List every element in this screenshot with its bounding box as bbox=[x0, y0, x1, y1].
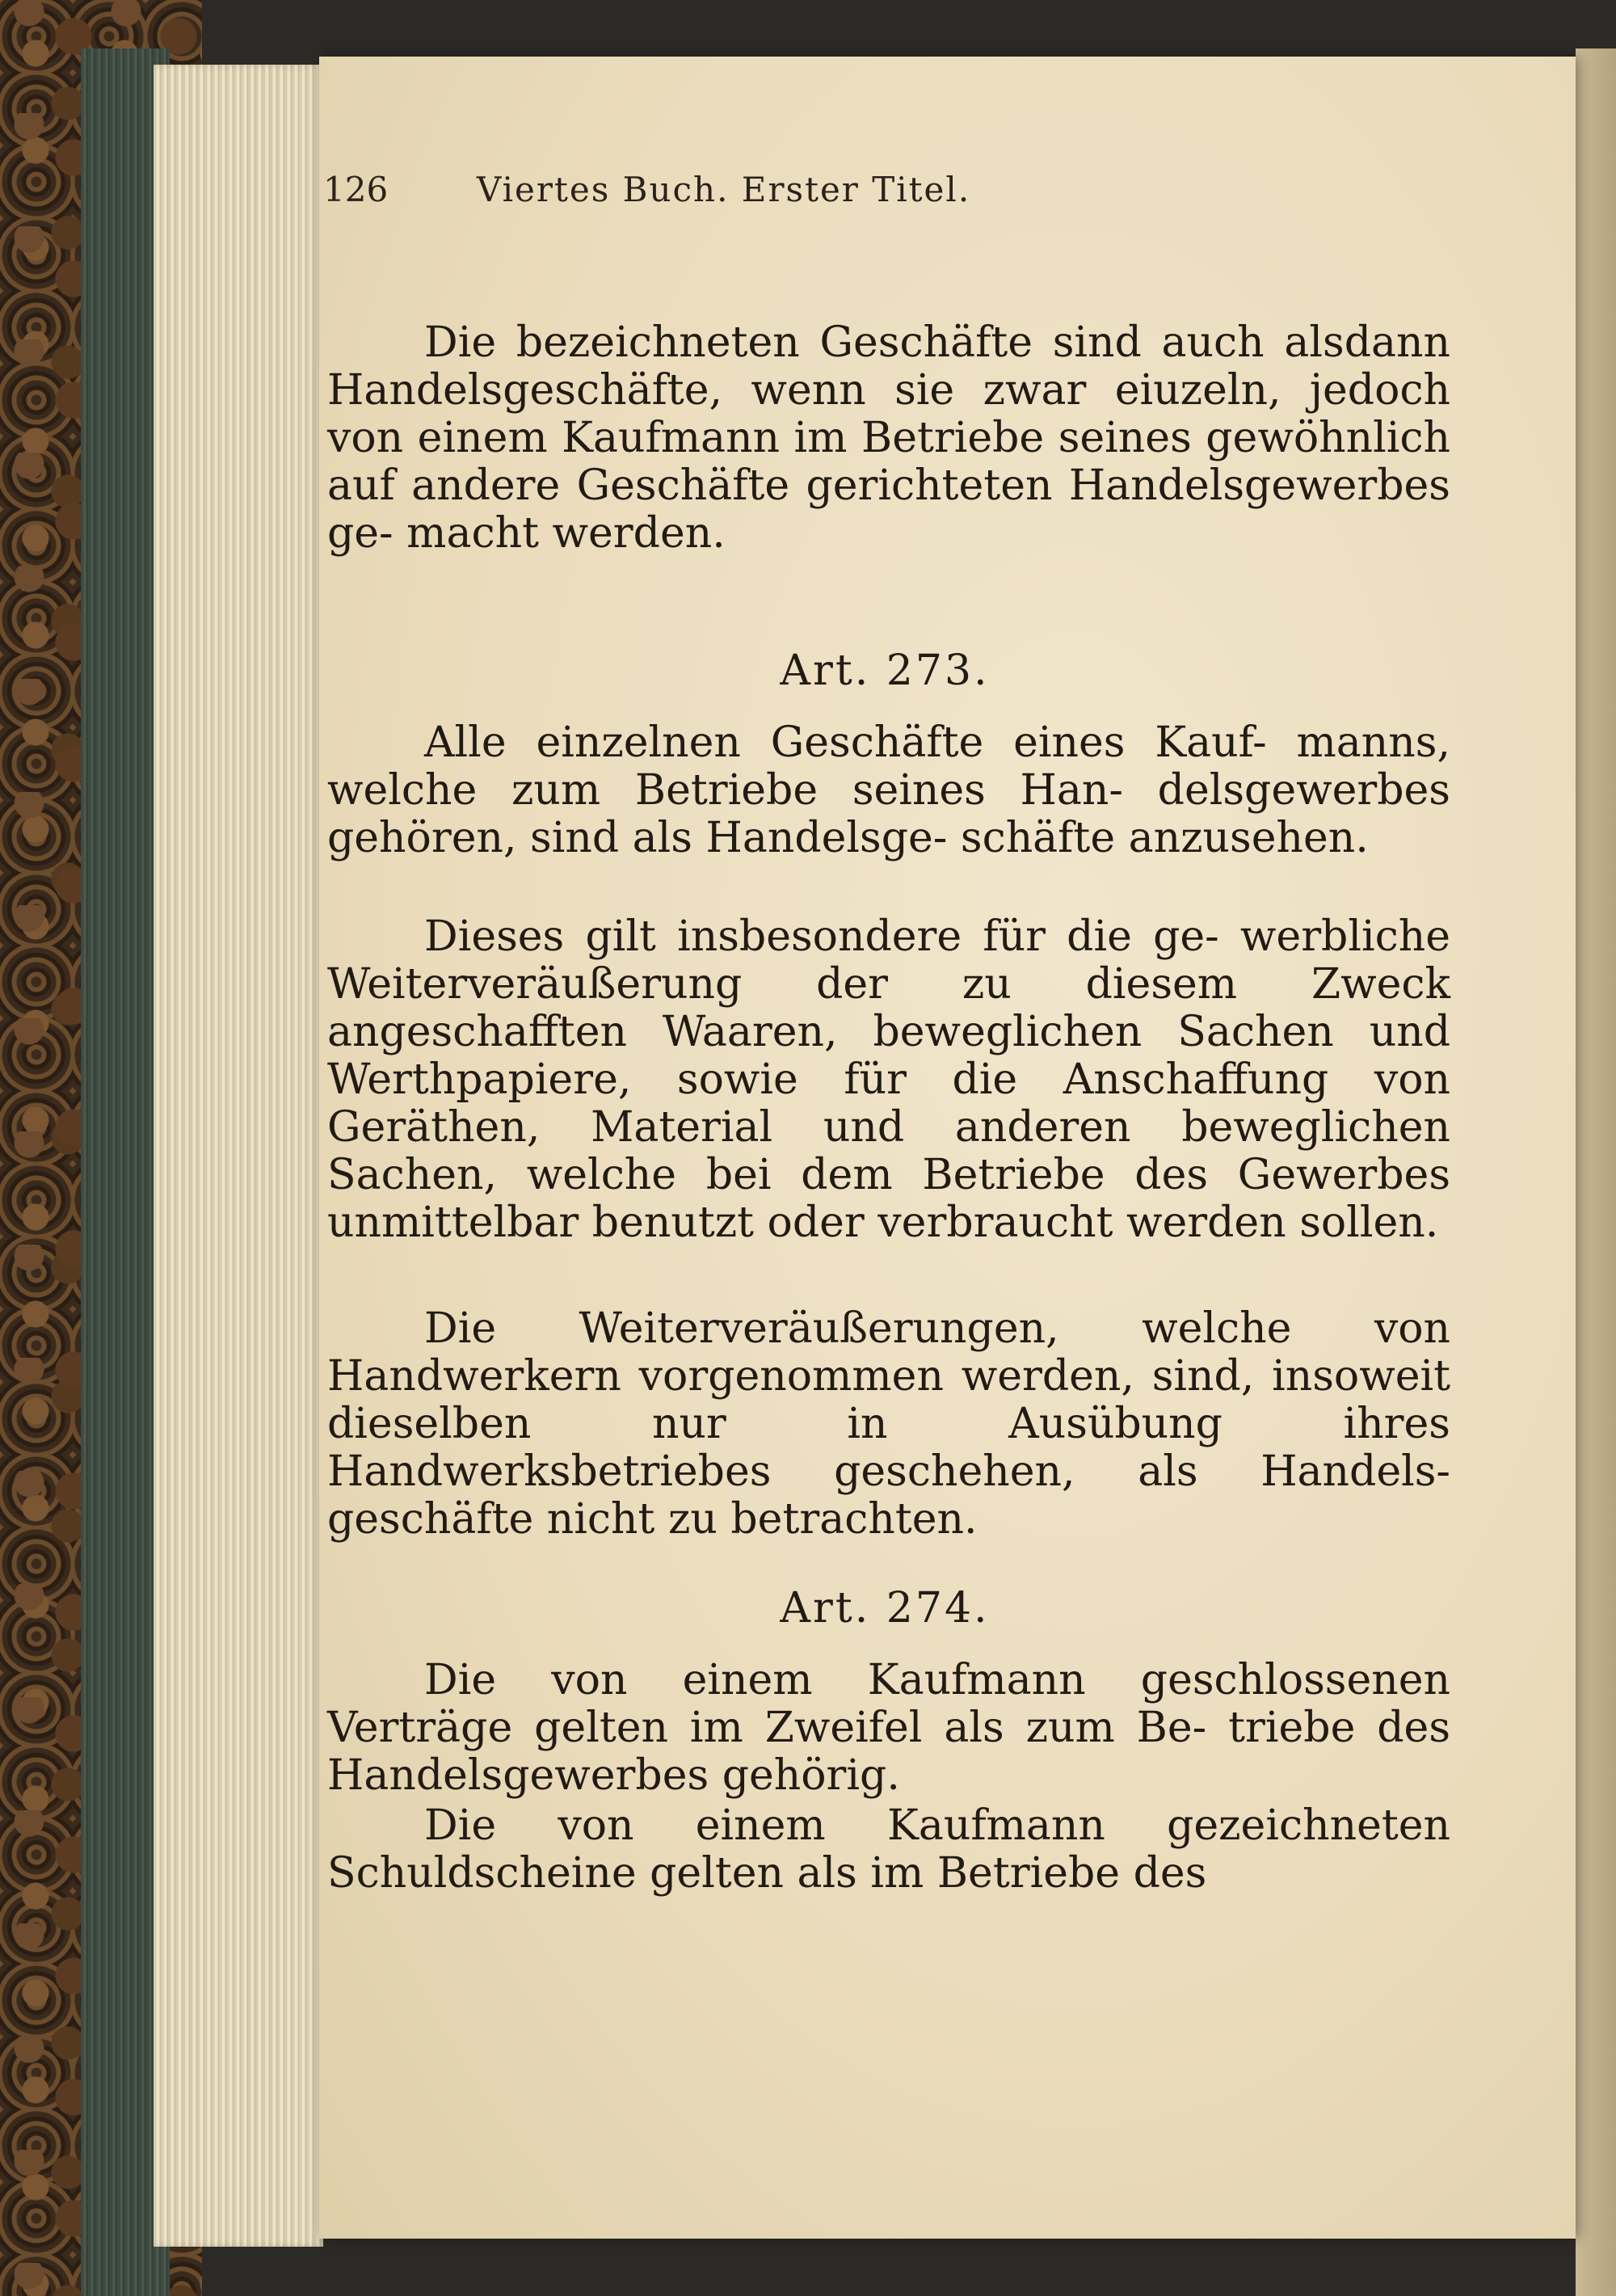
adjacent-page-edge bbox=[1576, 48, 1616, 2296]
paragraph-6: Die von einem Kaufmann gezeichneten Schuldscheine gelten als im Betriebe des bbox=[327, 1801, 1450, 1898]
paragraph-5: Die von einem Kaufmann geschlossenen Verträge gelten im Zweifel als zum Be- triebe des Handelsgewerbes gehörig. bbox=[327, 1656, 1450, 1800]
running-title: Viertes Buch. Erster Titel. bbox=[477, 170, 971, 209]
page-header bbox=[323, 170, 1285, 251]
article-heading-274: Art. 274. bbox=[780, 1584, 990, 1632]
page-number: 126 bbox=[323, 170, 389, 209]
paragraph-2: Alle einzelnen Geschäfte eines Kauf- manns, welche zum Betriebe seines Han- delsgewerbes gehören, sind als Handelsge- schäfte anzusehen. bbox=[327, 718, 1450, 862]
article-heading-273: Art. 273. bbox=[780, 647, 990, 695]
paragraph-3: Dieses gilt insbesondere für die ge- werbliche Weiterveräußerung der zu diesem Zweck angeschafften Waaren, beweglichen Sachen und Werthpapiere, sowie für die Anschaffung von Geräthen, Material und anderen beweglichen Sachen, welche bei dem Betriebe des Gewerbes unmittelbar benutzt oder verbraucht werden sollen. bbox=[327, 912, 1450, 1247]
page-edges bbox=[154, 65, 323, 2247]
paragraph-4: Die Weiterveräußerungen, welche von Handwerkern vorgenommen werden, sind, insoweit dieselben nur in Ausübung ihres Handwerksbetriebes geschehen, als Handels- geschäfte nicht zu betrachten. bbox=[327, 1304, 1450, 1544]
paragraph-1: Die bezeichneten Geschäfte sind auch alsdann Handelsgeschäfte, wenn sie zwar eiuzeln, jedoch von einem Kaufmann im Betriebe seines gewöhnlich auf andere Geschäfte gerichteten Handelsgewerbes ge- macht werden. bbox=[327, 318, 1450, 558]
